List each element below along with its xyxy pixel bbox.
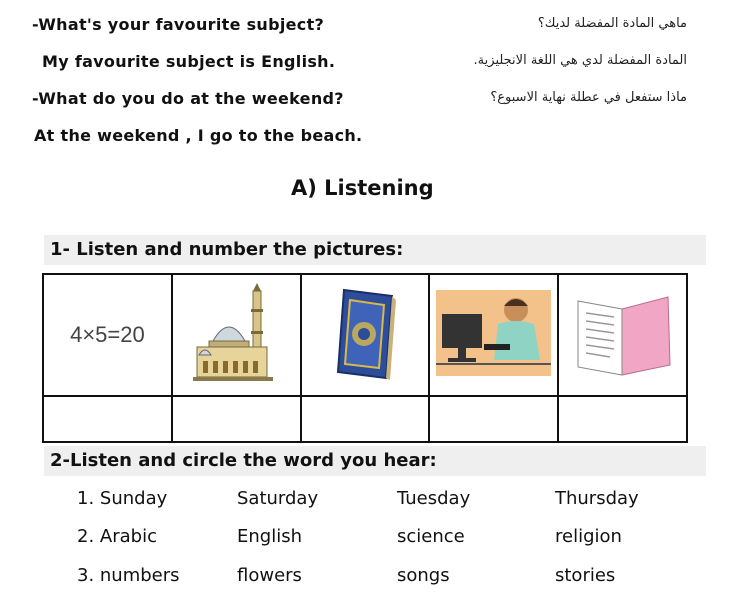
word-option[interactable]: flowers: [237, 565, 302, 586]
pictures-row: [43, 274, 687, 396]
word-option[interactable]: religion: [555, 526, 622, 547]
number-answer-row: [43, 396, 687, 442]
pictures-table: [42, 273, 688, 443]
word-option[interactable]: science: [397, 526, 465, 547]
word-option[interactable]: songs: [397, 565, 450, 586]
word-option[interactable]: Saturday: [237, 488, 319, 509]
dialog-answer-1-arabic: المادة المفضلة لدي هي اللغة الانجليزية.: [473, 53, 687, 68]
answer-box[interactable]: [558, 396, 687, 442]
dialog-question-2: -What do you do at the weekend?: [32, 89, 344, 108]
quran-book-image: [330, 286, 400, 381]
word-option[interactable]: Thursday: [555, 488, 639, 509]
word-row-3-number[interactable]: 3. numbers: [77, 565, 180, 586]
answer-box[interactable]: [429, 396, 558, 442]
task2-heading: 2-Listen and circle the word you hear:: [44, 446, 706, 476]
task1-heading: 1- Listen and number the pictures:: [44, 235, 706, 265]
open-book-image: [570, 291, 675, 376]
picture-cell: [172, 274, 301, 396]
boy-at-computer-image: [436, 290, 551, 376]
dialog-answer-1: My favourite subject is English.: [42, 52, 336, 71]
answer-box[interactable]: [43, 396, 172, 442]
section-title: A) Listening: [291, 176, 434, 200]
word-option[interactable]: stories: [555, 565, 616, 586]
word-row-2-number[interactable]: 2. Arabic: [77, 526, 157, 547]
math-equation-image: 4×5=20: [70, 322, 145, 347]
picture-cell: [558, 274, 687, 396]
picture-cell: [429, 274, 558, 396]
dialog-question-1: -What's your favourite subject?: [32, 15, 325, 34]
dialog-question-1-arabic: ماهي المادة المفضلة لديك؟: [537, 16, 687, 31]
picture-cell: [43, 274, 172, 396]
dialog-answer-2: At the weekend , I go to the beach.: [34, 126, 363, 145]
dialog-question-2-arabic: ماذا ستفعل في عطلة نهاية الاسبوع؟: [490, 90, 687, 105]
mosque-image: [191, 283, 281, 383]
answer-box[interactable]: [172, 396, 301, 442]
word-option[interactable]: English: [237, 526, 302, 547]
word-option[interactable]: Tuesday: [397, 488, 471, 509]
picture-cell: [301, 274, 430, 396]
word-row-1-number[interactable]: 1. Sunday: [77, 488, 168, 509]
answer-box[interactable]: [301, 396, 430, 442]
